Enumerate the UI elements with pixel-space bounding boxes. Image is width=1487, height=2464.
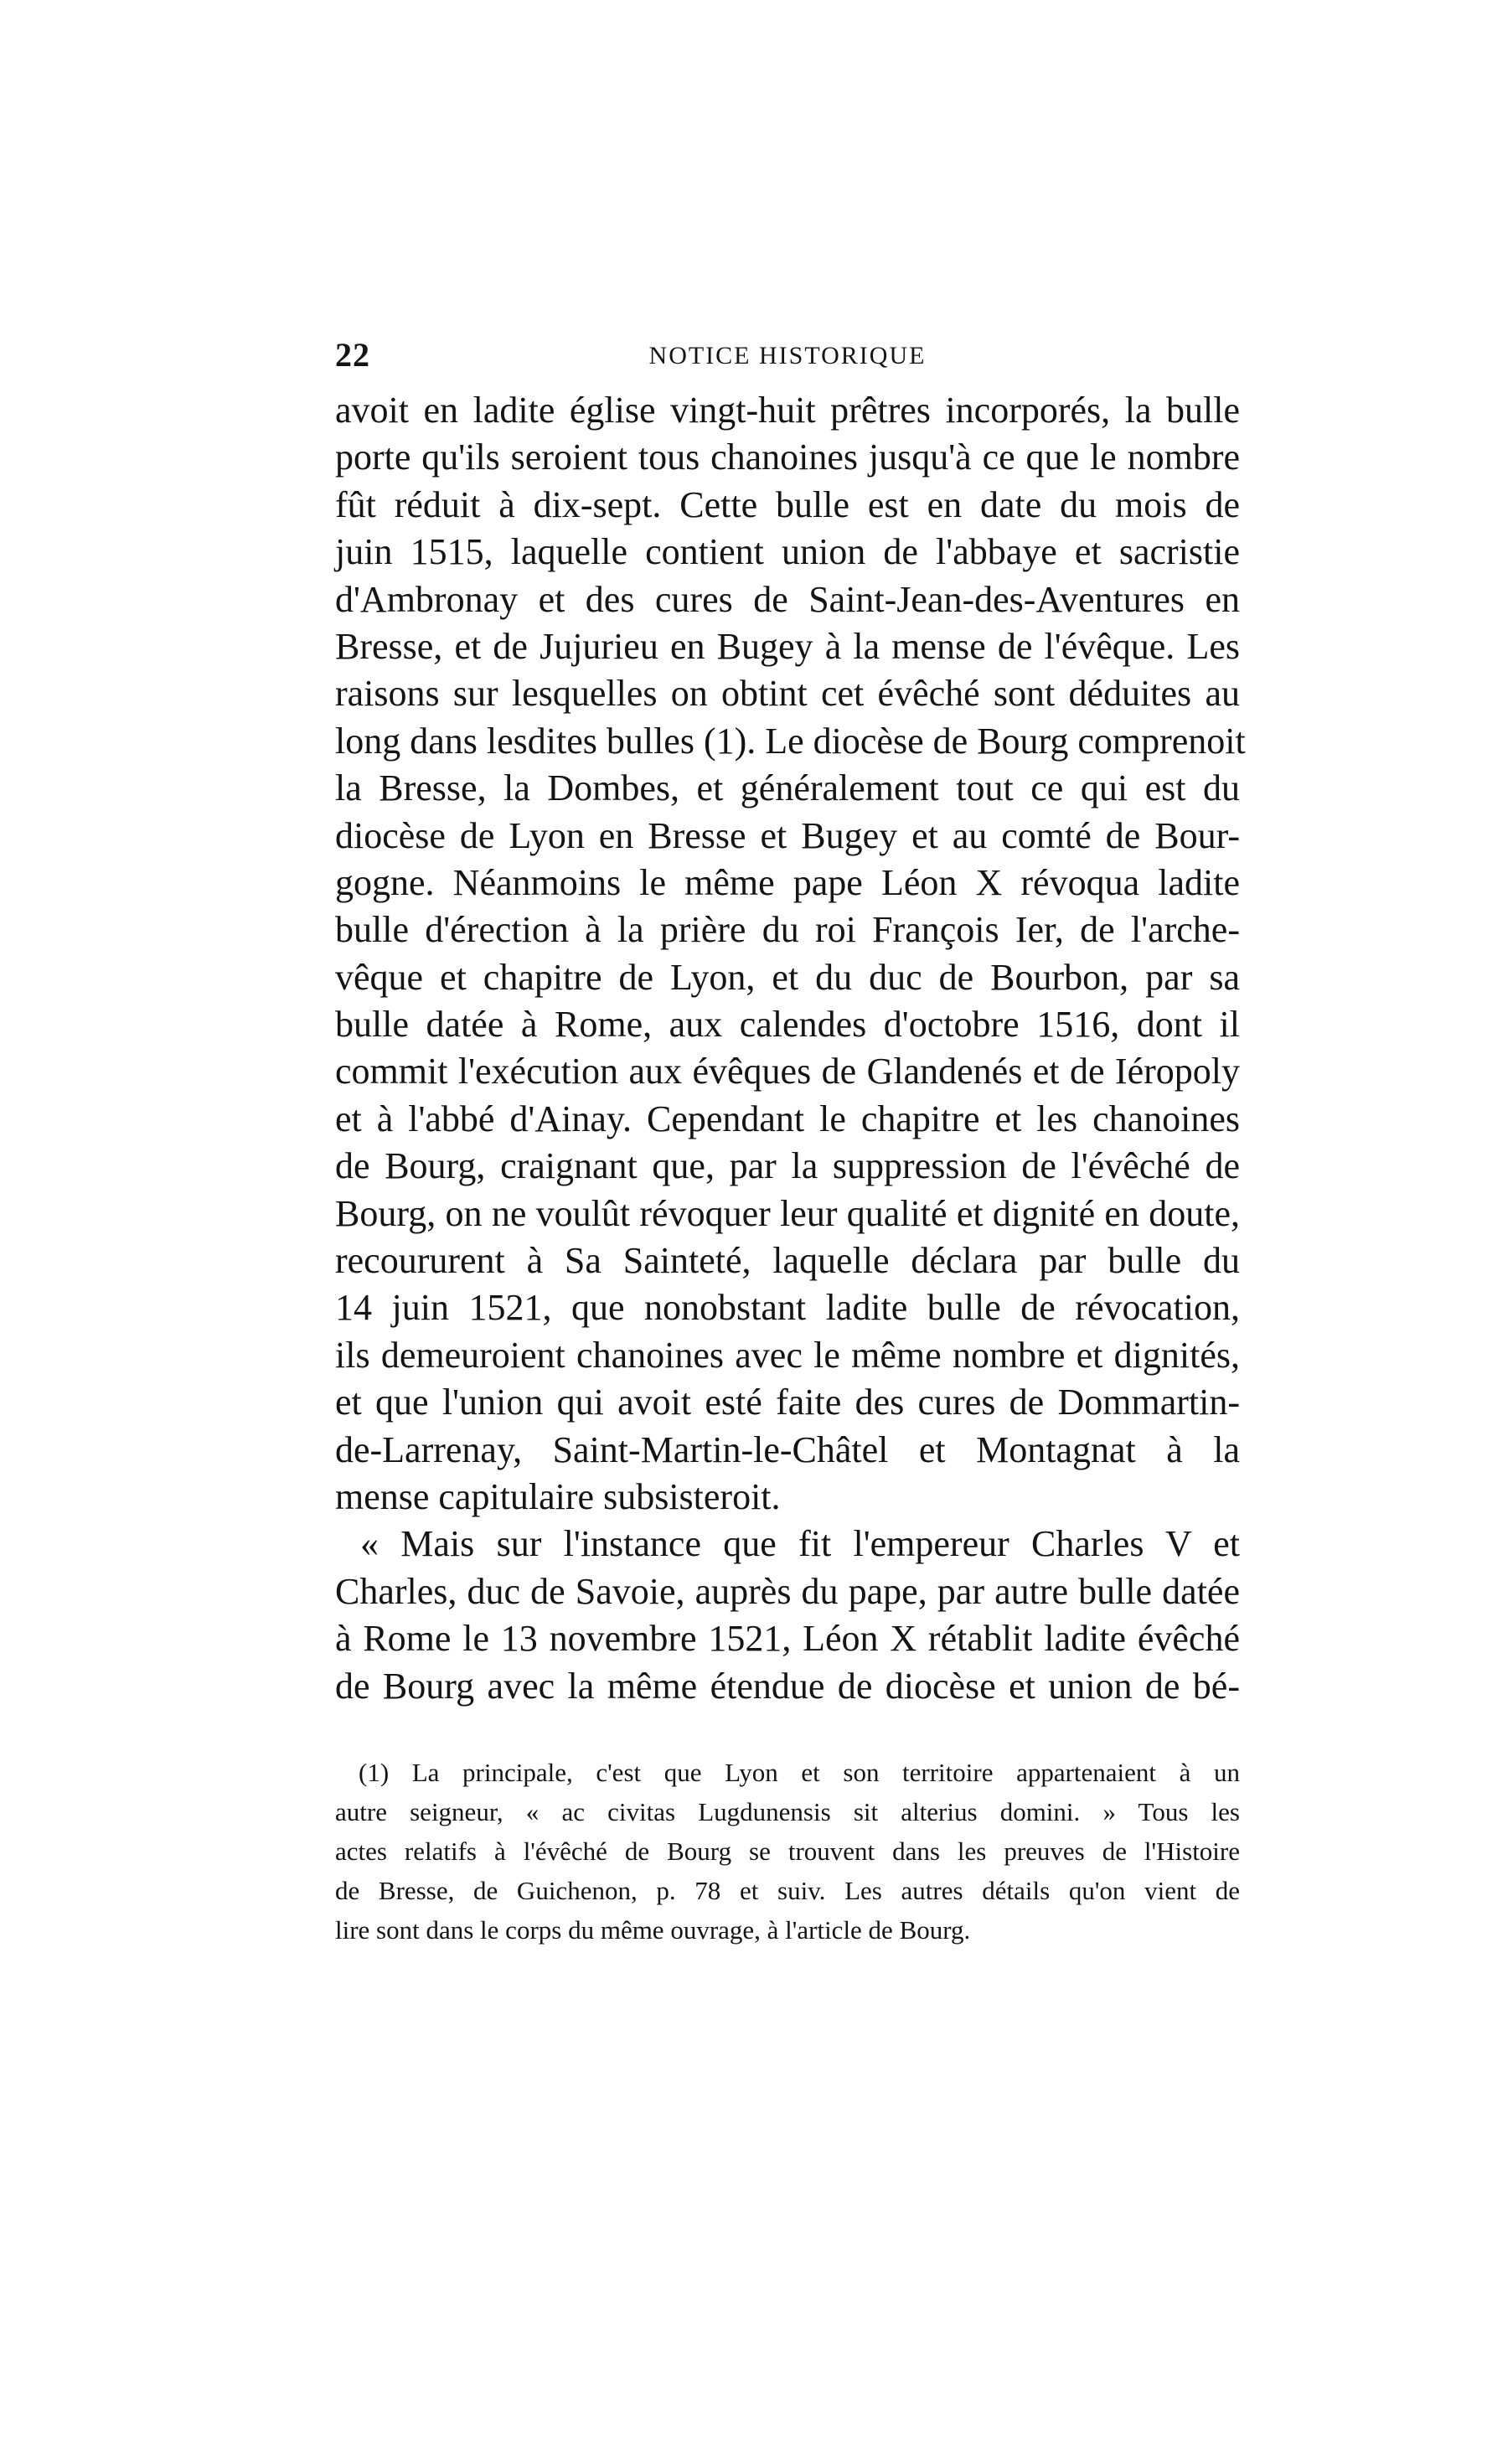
footnote-line: de Bresse, de Guichenon, p. 78 et suiv. Les autres détails qu'on vient de — [335, 1876, 1240, 1905]
footnote-line: lire sont dans le corps du même ouvrage, à l'article de Bourg. — [335, 1915, 971, 1945]
text-line: 14 juin 1521, que nonobstant ladite bulle de révocation, — [335, 1287, 1240, 1329]
running-title: NOTICE HISTORIQUE — [648, 342, 927, 369]
text-line: juin 1515, laquelle contient union de l'abbaye et sacristie — [335, 531, 1240, 573]
body-text — [335, 387, 1246, 1710]
text-line: commit l'exécution aux évêques de Glandenés et de Iéropoly — [335, 1051, 1240, 1093]
text-line: et que l'union qui avoit esté faite des cures de Dommartin- — [335, 1382, 1240, 1423]
text-line: bulle datée à Rome, aux calendes d'octobre 1516, dont il — [335, 1004, 1240, 1046]
text-line: fût réduit à dix-sept. Cette bulle est en date du mois de — [335, 483, 1240, 525]
footnote-line: (1) La principale, c'est que Lyon et son territoire appartenaient à un — [359, 1758, 1240, 1787]
text-line: de-Larrenay, Saint-Martin-le-Châtel et Montagnat à la — [335, 1428, 1240, 1470]
text-line: raisons sur lesquelles on obtint cet évêché sont déduites au — [335, 673, 1240, 715]
text-line: « Mais sur l'instance que fit l'empereur Charles V et — [360, 1523, 1240, 1565]
footnote — [335, 1753, 1240, 1950]
text-line: vêque et chapitre de Lyon, et du duc de Bourbon, par sa — [335, 956, 1240, 998]
text-line: Charles, duc de Savoie, auprès du pape, par autre bulle datée — [335, 1570, 1240, 1612]
footnote-line: autre seigneur, « ac civitas Lugdunensis sit alterius domini. » Tous les — [335, 1797, 1240, 1826]
text-line: gogne. Néanmoins le même pape Léon X révoqua ladite — [335, 861, 1240, 903]
text-line: diocèse de Lyon en Bresse et Bugey et au comté de Bour- — [335, 814, 1240, 856]
page-header — [335, 335, 1240, 385]
text-line: long dans lesdites bulles (1). Le diocèse de Bourg comprenoit — [335, 720, 1246, 762]
text-line: d'Ambronay et des cures de Saint-Jean-des-Aventures en — [335, 578, 1240, 620]
text-line: Bresse, et de Jujurieu en Bugey à la mense de l'évêque. Les — [335, 625, 1240, 667]
text-line: à Rome le 13 novembre 1521, Léon X rétablit ladite évêché — [335, 1618, 1240, 1660]
text-line: ils demeuroient chanoines avec le même nombre et dignités, — [335, 1334, 1240, 1376]
text-line: Bourg, on ne voulût révoquer leur qualité et dignité en doute, — [335, 1192, 1240, 1234]
text-line: avoit en ladite église vingt-huit prêtres incorporés, la bulle — [335, 390, 1240, 431]
page-number: 22 — [335, 336, 370, 374]
footnote-line: actes relatifs à l'évêché de Bourg se trouvent dans les preuves de l'Histoire — [335, 1836, 1240, 1866]
text-line: recoururent à Sa Sainteté, laquelle déclara par bulle du — [335, 1240, 1240, 1282]
text-line: de Bourg avec la même étendue de diocèse et union de bé- — [335, 1665, 1240, 1707]
text-line: de Bourg, craignant que, par la suppression de l'évêché de — [335, 1145, 1240, 1187]
text-line: et à l'abbé d'Ainay. Cependant le chapitre et les chanoines — [335, 1098, 1240, 1139]
text-line: porte qu'ils seroient tous chanoines jusqu'à ce que le nombre — [335, 436, 1240, 478]
text-line: bulle d'érection à la prière du roi François Ier, de l'arche- — [335, 909, 1240, 951]
text-line: la Bresse, la Dombes, et généralement tout ce qui est du — [335, 767, 1240, 809]
text-line: mense capitulaire subsisteroit. — [335, 1475, 781, 1517]
